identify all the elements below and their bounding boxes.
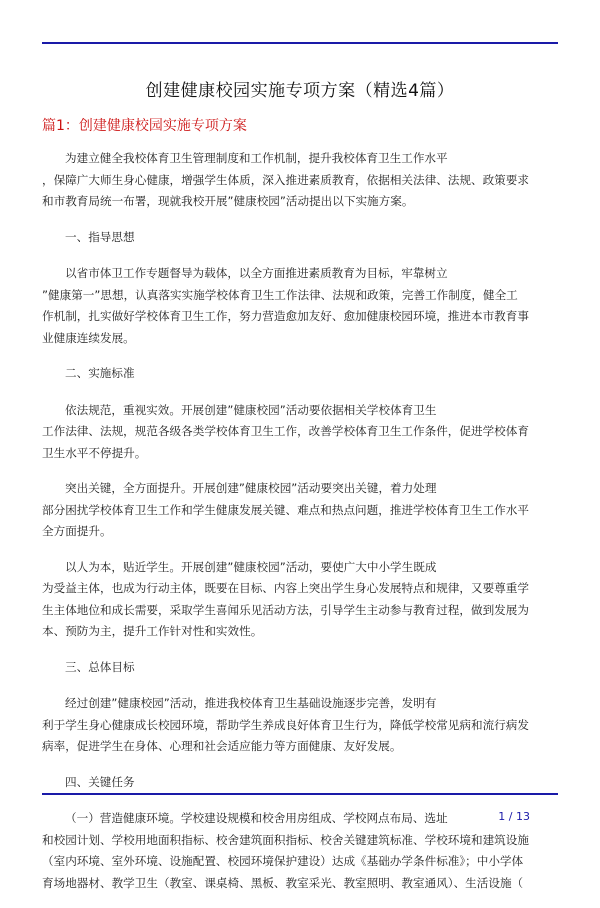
text-line: 卫生水平不停提升。 — [42, 445, 147, 460]
text-line: 以省市体卫工作专题督导为载体，以全方面推进素质教育为目标，牢靠树立 — [65, 266, 448, 280]
text-line: ”健康第一”思想，认真落实实施学校体育卫生工作法律、法规和政策，完善工作制度，健全工 — [42, 287, 518, 302]
text-line: 业健康连续发展。 — [42, 330, 135, 345]
text-line: 作机制，扎实做好学校体育卫生工作，努力营造愈加友好、愈加健康校园环境，推进本市教育事 — [42, 309, 529, 323]
page-number: 1 / 13 — [498, 810, 530, 823]
document-title: 创建健康校园实施专项方案（精选4篇） — [145, 81, 455, 101]
text-line: 为受益主体，也成为行动主体，既要在目标、内容上突出学生身心发展特点和规律，又要尊重学 — [42, 581, 529, 595]
text-line: 本、预防为主，提升工作针对性和实效性。 — [42, 624, 263, 638]
section-subtitle: 篇1：创建健康校园实施专项方案 — [42, 118, 247, 134]
section-heading-principles: 二、实施标准 — [65, 366, 135, 380]
text-line: 依法规范，重视实效。开展创建”健康校园”活动要依据相关学校体育卫生 — [65, 402, 437, 417]
text-line: 生主体地位和成长需要，采取学生喜闻乐见活动方法，引导学生主动参与教育过程，做到发展为 — [42, 602, 529, 617]
section-heading-guiding-ideology: 一、指导思想 — [65, 229, 135, 244]
paragraph — [42, 478, 558, 543]
text-line: 和校园计划、学校用地面积指标、校舍建筑面积指标、校舍关键建筑标准、学校环境和建筑设施 — [42, 832, 529, 847]
intro-paragraph — [42, 148, 558, 213]
text-line: 利于学生身心健康成长校园环境，帮助学生养成良好体育卫生行为，降低学校常见病和流行病发 — [42, 717, 529, 732]
footer-rule — [42, 793, 558, 795]
text-line: 和市教育局统一布署，现就我校开展”健康校园”活动提出以下实施方案。 — [42, 194, 414, 208]
paragraph — [42, 808, 558, 894]
text-line: （室内环境、室外环境、设施配置、校园环境保护建设）达成《基础办学条件标准》；中小学体 — [42, 854, 524, 868]
text-line: 育场地器材、教学卫生（教室、课桌椅、黑板、教室采光、教室照明、教室通风）、生活设施（ — [42, 875, 524, 890]
text-line: ，保障广大师生身心健康，增强学生体质，深入推进素质教育，依据相关法律、法规、政策要求 — [42, 172, 529, 187]
text-line: （一）营造健康环境。学校建设规模和校舍用房组成、学校网点布局、选址 — [65, 811, 448, 825]
paragraph — [42, 693, 558, 758]
text-line: 部分困扰学校体育卫生工作和学生健康发展关键、难点和热点问题，推进学校体育卫生工作水平 — [42, 502, 529, 517]
text-line: 突出关键，全方面提升。开展创建”健康校园”活动要突出关键，着力处理 — [65, 481, 437, 495]
paragraph — [42, 400, 558, 465]
text-line: 全方面提升。 — [42, 524, 112, 538]
text-line: 病率，促进学生在身体、心理和社会适应能力等方面健康、友好发展。 — [42, 739, 402, 753]
text-line: 为建立健全我校体育卫生管理制度和工作机制，提升我校体育卫生工作水平 — [65, 151, 448, 165]
paragraph — [42, 263, 558, 349]
text-line: 以人为本，贴近学生。开展创建”健康校园”活动，要使广大中小学生既成 — [65, 559, 437, 574]
text-line: 经过创建”健康校园”活动，推进我校体育卫生基础设施逐步完善，发明有 — [65, 696, 437, 710]
paragraph — [42, 557, 558, 643]
header-rule — [42, 42, 558, 44]
text-line: 工作法律、法规，规范各级各类学校体育卫生工作，改善学校体育卫生工作条件，促进学校体育 — [42, 424, 529, 438]
section-heading-key-tasks: 四、关键任务 — [65, 774, 135, 789]
section-heading-overall-goals: 三、总体目标 — [65, 659, 135, 674]
